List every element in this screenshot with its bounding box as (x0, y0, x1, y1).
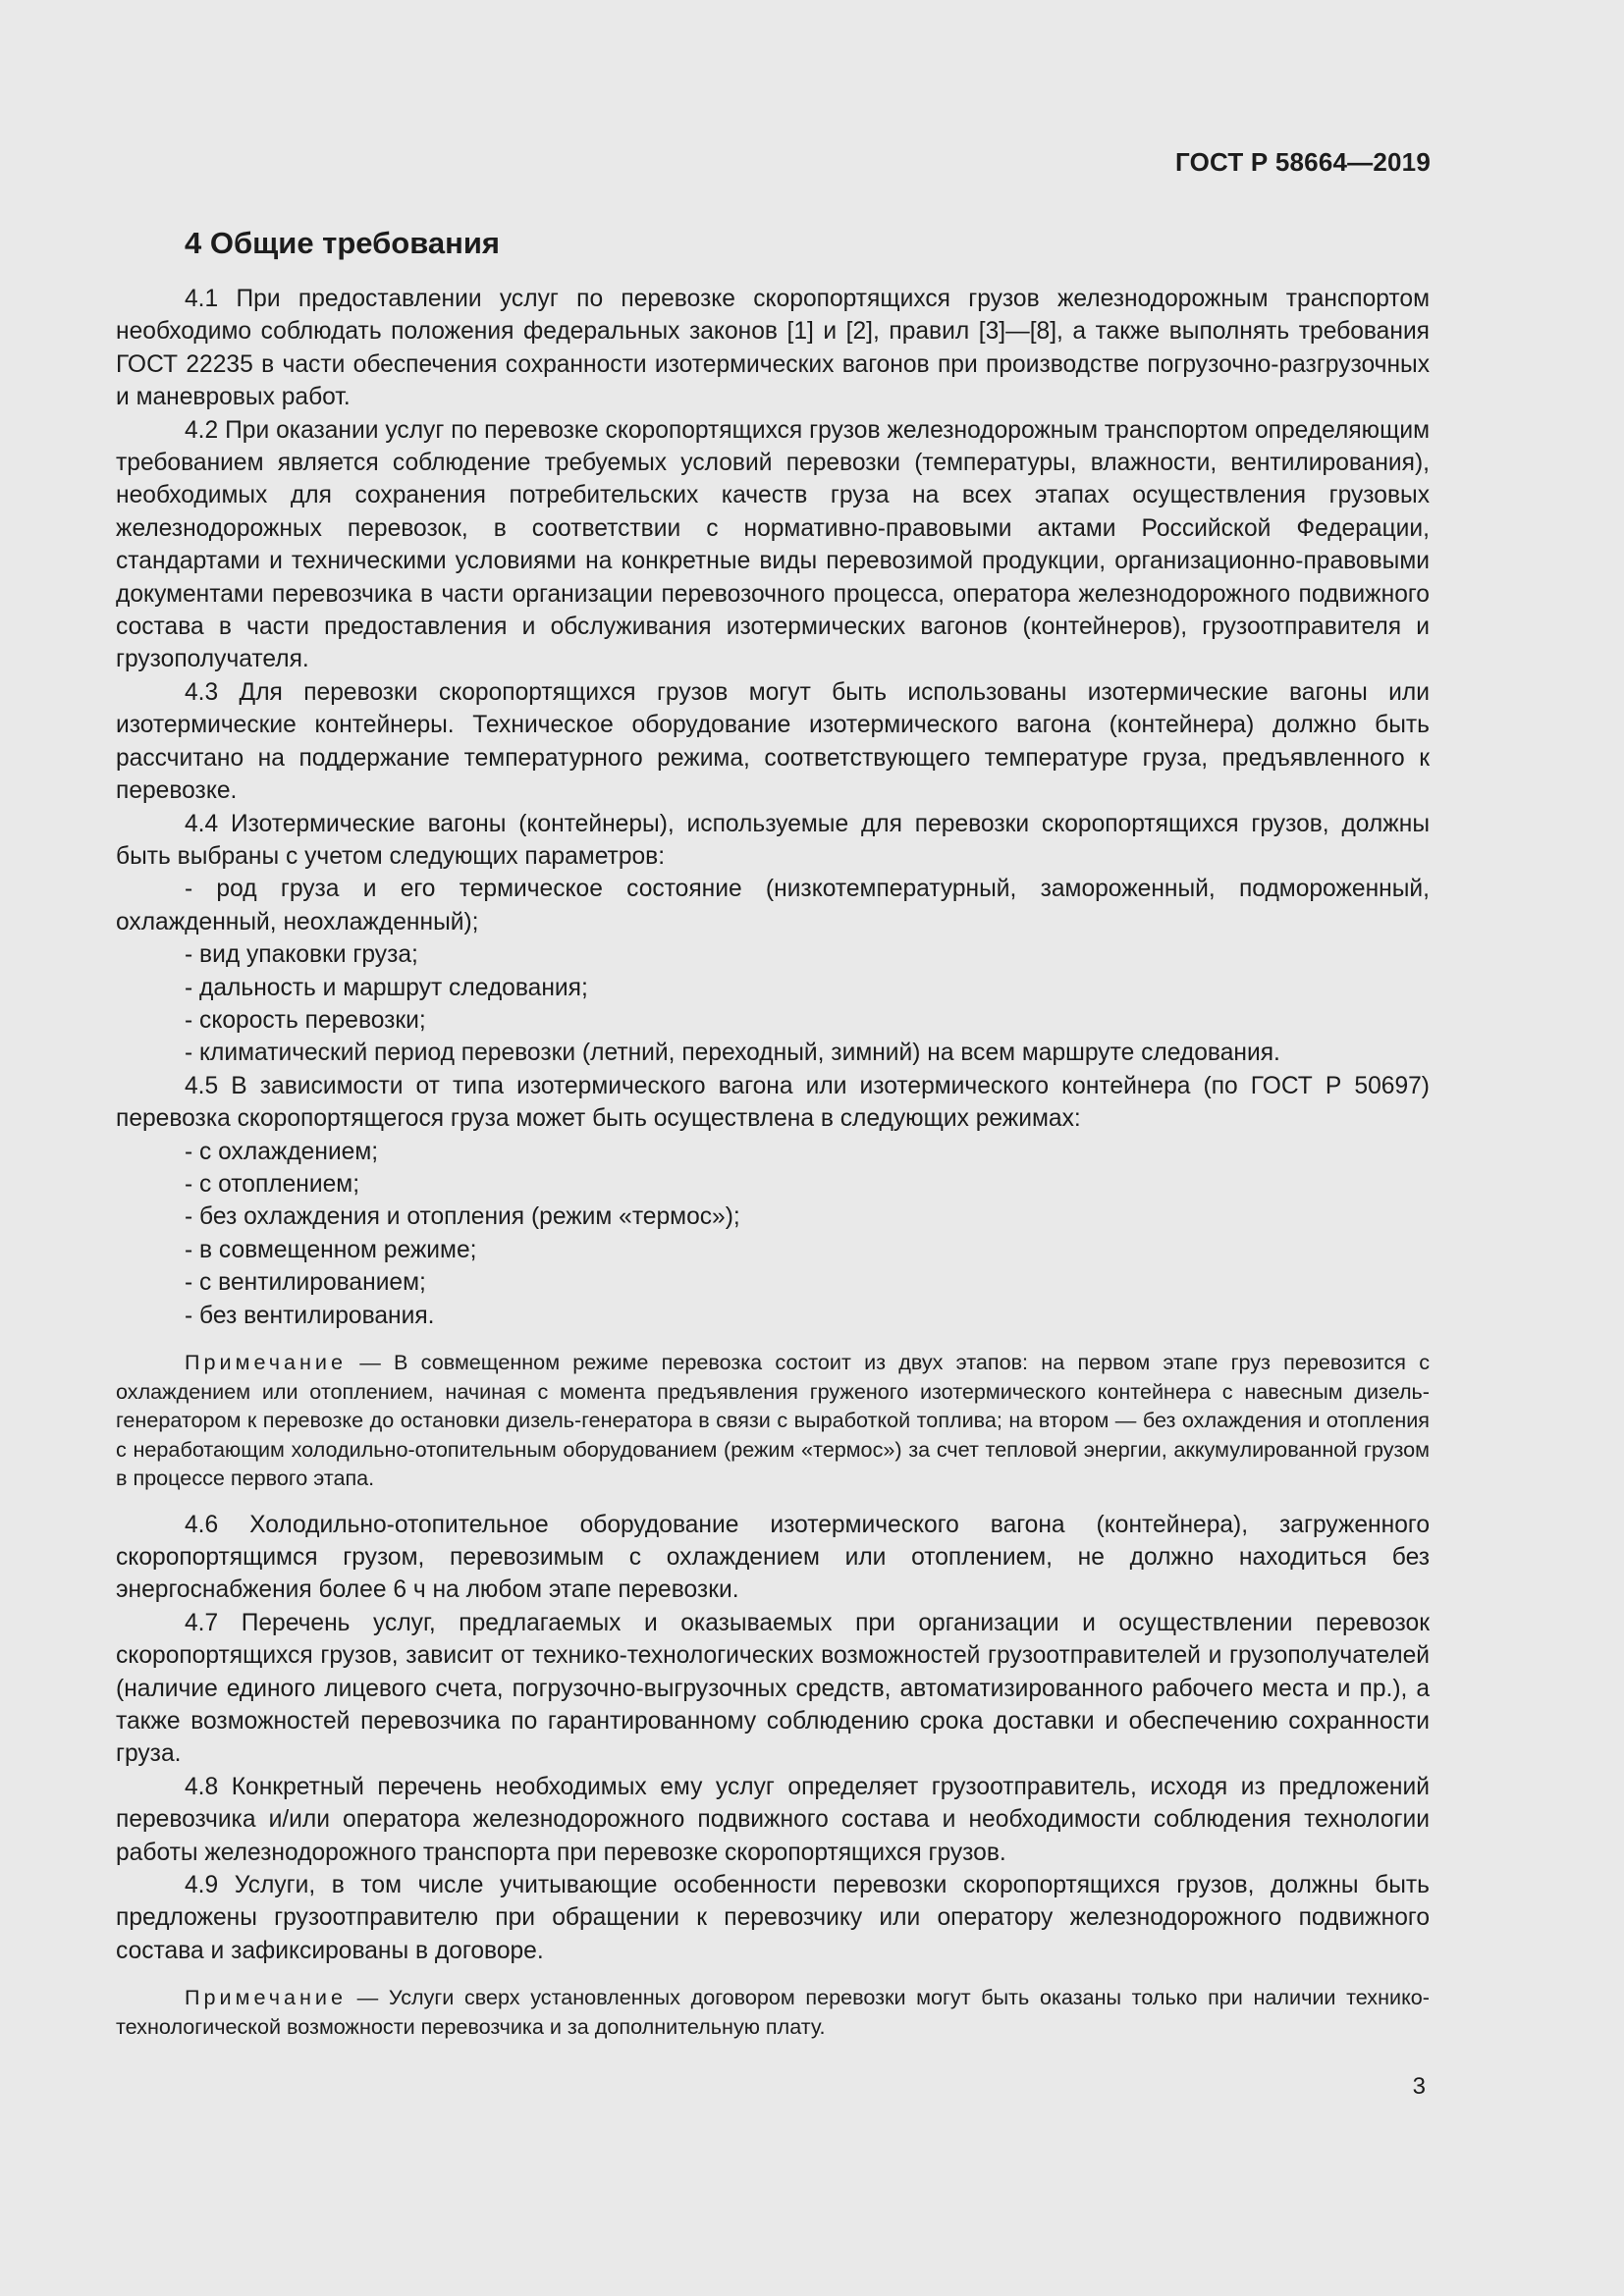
paragraph-4-9: 4.9 Услуги, в том числе учитывающие особенности перевозки скоропортящихся грузов, должны быть предложены грузоотправителю при обращении к перевозчику или оператору железнодорожного подвижного состава и зафиксированы в договоре. (116, 1871, 1430, 1964)
note-text: — Услуги сверх установленных договором перевозки могут быть оказаны только при наличии технико-технологической возможности перевозчика и за дополнительную плату. (116, 1985, 1430, 2039)
modes-list (116, 1136, 1430, 1332)
list-item: - без вентилирования. (185, 1302, 435, 1329)
paragraph-4-7: 4.7 Перечень услуг, предлагаемых и оказываемых при организации и осуществлении перевозок скоропортящихся грузов, зависит от технико-технологических возможностей грузоотправителей и грузополучателей (наличие единого лицевого счета, погрузочно-выгрузочных средств, автоматизированного рабочего места и пр.), а также возможностей перевозчика по гарантированному соблюдению срока доставки и обеспечению сохранности груза. (116, 1609, 1430, 1768)
list-item: - вид упаковки груза; (185, 941, 418, 969)
paragraph-4-2: 4.2 При оказании услуг по перевозке скоропортящихся грузов железнодорожным транспортом определяющим требованием является соблюдение требуемых условий перевозки (температуры, влажности, вентилирования), необходимых для сохранения потребительских качеств груза на всех этапах осуществления грузовых железнодорожных перевозок, в соответствии с нормативно-правовыми актами Российской Федерации, стандартами и техническими условиями на конкретные виды перевозимой продукции, организационно-правовыми документами перевозчика в части организации перевозочного процесса, оператора железнодорожного подвижного состава в части предоставления и обслуживания изотермических вагонов (контейнеров), грузоотправителя и грузополучателя. (116, 416, 1430, 673)
document-id: ГОСТ Р 58664—2019 (1175, 147, 1431, 177)
paragraph-4-5: 4.5 В зависимости от типа изотермического вагона или изотермического контейнера (по ГОСТ Р 50697) перевозка скоропортящегося груза может быть осуществлена в следующих режимах: (116, 1072, 1430, 1133)
list-item: - с отоплением; (185, 1170, 360, 1198)
section-title: 4 Общие требования (185, 226, 500, 260)
note-text: — В совмещенном режиме перевозка состоит из двух этапов: на первом этапе груз перевозится с охлаждением или отоплением, начиная с момента предъявления груженого изотермического контейнера с навесным дизель-генератором к перевозке до остановки дизель-генератора в связи с выработкой топлива; на втором — без охлаждения и отопления с неработающим холодильно-отопительным оборудованием (режим «термос») за счет тепловой энергии, аккумулированной грузом в процессе первого этапа. (116, 1350, 1430, 1490)
note-label: Примечание (185, 1350, 347, 1374)
paragraph-4-3: 4.3 Для перевозки скоропортящихся грузов могут быть использованы изотермические вагоны или изотермические контейнеры. Техническое оборудование изотермического вагона (контейнера) должно быть рассчитано на поддержание температурного режима, соответствующего температуре груза, предъявленного к перевозке. (116, 678, 1430, 805)
note-extra-services (116, 1983, 1430, 2041)
paragraph-4-1: 4.1 При предоставлении услуг по перевозке скоропортящихся грузов железнодорожным транспортом необходимо соблюдать положения федеральных законов [1] и [2], правил [3]—[8], а также выполнять требования ГОСТ 22235 в части обеспечения сохранности изотермических вагонов при производстве погрузочно-разгрузочных и маневровых работ. (116, 286, 1430, 411)
note-label: Примечание (185, 1985, 347, 2010)
list-item: - в совмещенном режиме; (185, 1236, 477, 1263)
list-item: - с вентилированием; (185, 1269, 426, 1297)
list-item: - без охлаждения и отопления (режим «термос»); (185, 1203, 740, 1231)
parameters-list (116, 873, 1430, 1069)
list-item: - с охлаждением; (185, 1138, 379, 1165)
page-number: 3 (1412, 2073, 1426, 2100)
document-body (116, 224, 1430, 2056)
note-combined-mode (116, 1348, 1430, 1493)
list-item: - дальность и маршрут следования; (185, 974, 588, 1001)
list-item: - род груза и его термическое состояние (низкотемпературный, замороженный, подмороженный, охлажденный, неохлажденный); (116, 876, 1430, 935)
paragraph-4-8: 4.8 Конкретный перечень необходимых ему услуг определяет грузоотправитель, исходя из предложений перевозчика и/или оператора железнодорожного подвижного состава и необходимости соблюдения технологии работы железнодорожного транспорта при перевозке скоропортящихся грузов. (116, 1773, 1430, 1866)
paragraph-4-6: 4.6 Холодильно-отопительное оборудование изотермического вагона (контейнера), загруженного скоропортящимся грузом, перевозимым с охлаждением или отоплением, не должно находиться без энергоснабжения более 6 ч на любом этапе перевозки. (116, 1511, 1430, 1604)
paragraph-4-4: 4.4 Изотермические вагоны (контейнеры), используемые для перевозки скоропортящихся грузов, должны быть выбраны с учетом следующих параметров: (116, 810, 1430, 870)
list-item: - скорость перевозки; (185, 1006, 426, 1034)
list-item: - климатический период перевозки (летний, переходный, зимний) на всем маршруте следования. (185, 1040, 1280, 1067)
